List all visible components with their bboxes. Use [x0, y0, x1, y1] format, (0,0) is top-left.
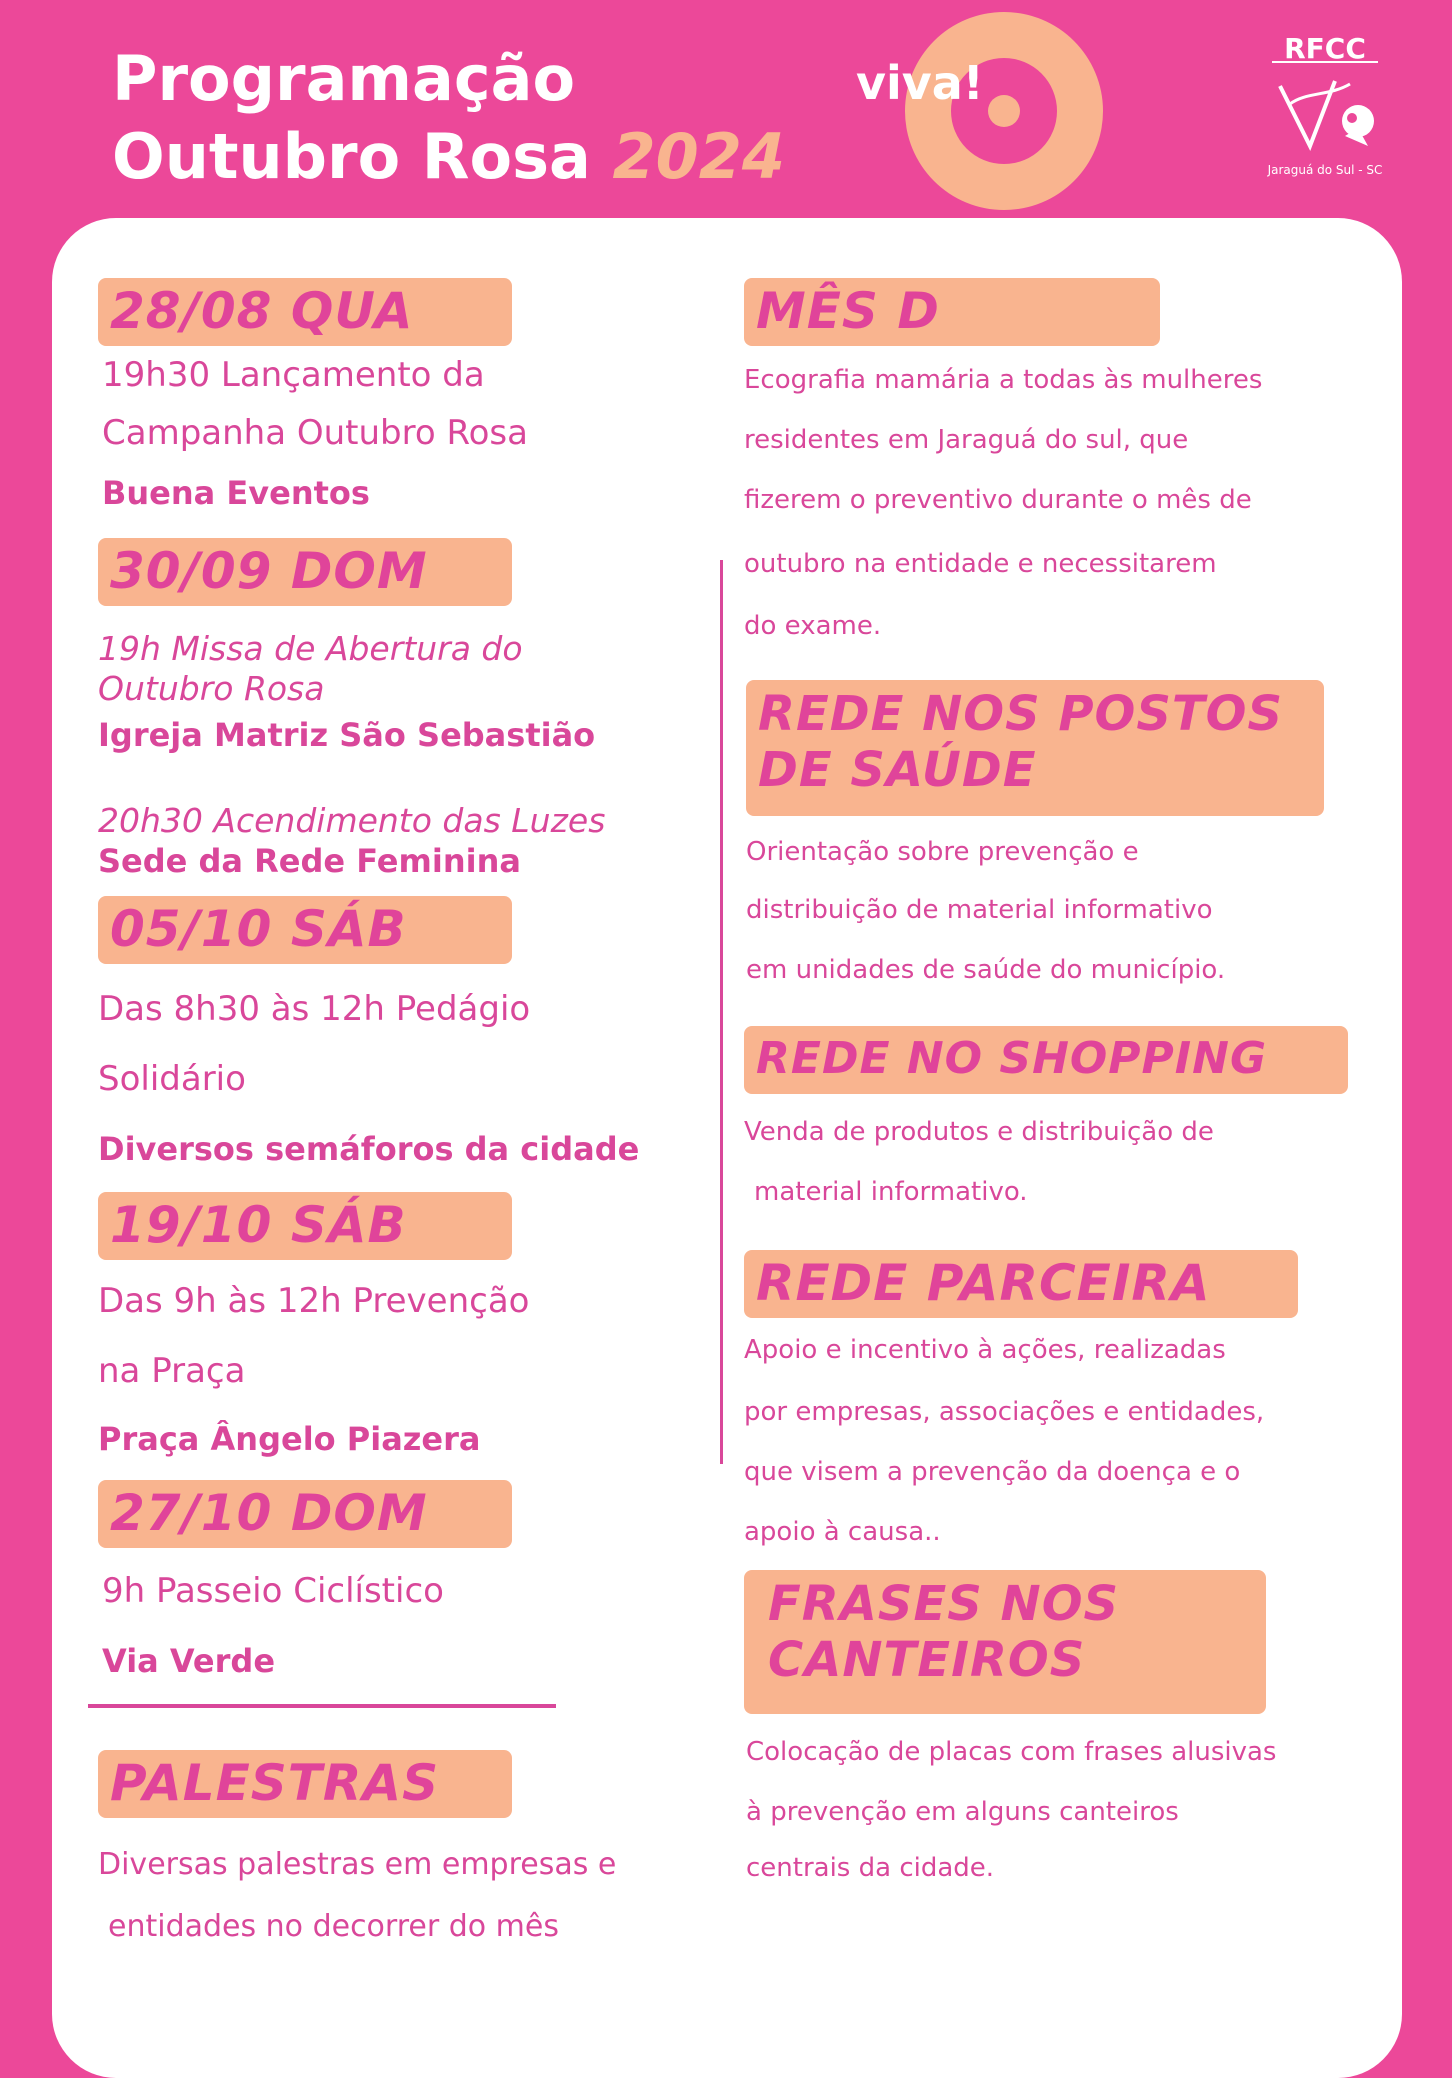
section-heading	[744, 1570, 1266, 1714]
event-description: 19h30 Lançamento da	[102, 355, 485, 395]
event-description: na Praça	[98, 1351, 246, 1391]
section-heading: REDE PARCEIRA	[744, 1250, 1298, 1318]
section-heading-line: REDE NOS POSTOS	[758, 686, 1284, 742]
event-venue: Via Verde	[102, 1642, 276, 1680]
section-text: material informativo.	[754, 1177, 1028, 1207]
event-date-badge: 30/09 DOM	[98, 538, 512, 606]
section-text: Orientação sobre prevenção e	[746, 837, 1139, 867]
section-text: centrais da cidade.	[746, 1853, 995, 1883]
section-text: outubro na entidade e necessitarem	[744, 549, 1217, 579]
event-description: Campanha Outubro Rosa	[102, 413, 528, 453]
rfcc-logo	[1250, 26, 1400, 186]
event-description: Das 8h30 às 12h Pedágio	[98, 989, 531, 1029]
event-venue: Praça Ângelo Piazera	[98, 1420, 481, 1458]
event-description: 9h Passeio Ciclístico	[102, 1571, 444, 1611]
section-divider	[88, 1704, 556, 1708]
title-line-2	[112, 118, 785, 196]
section-text: do exame.	[744, 611, 882, 641]
palestras-text: entidades no decorrer do mês	[108, 1909, 559, 1944]
viva-ring-graphic	[905, 12, 1103, 210]
section-text: residentes em Jaraguá do sul, que	[744, 425, 1189, 455]
section-text: que visem a prevenção da doença e o	[744, 1457, 1241, 1487]
title-campaign: Outubro Rosa	[112, 120, 591, 193]
section-heading: REDE NO SHOPPING	[744, 1026, 1348, 1094]
page-title	[112, 40, 785, 196]
palestras-text: Diversas palestras em empresas e	[98, 1847, 617, 1882]
section-text: Ecografia mamária a todas às mulheres	[744, 365, 1263, 395]
section-text: em unidades de saúde do município.	[746, 955, 1226, 985]
event-extra-venue: Sede da Rede Feminina	[98, 842, 521, 880]
section-text: por empresas, associações e entidades,	[744, 1397, 1265, 1427]
svg-text:RFCC: RFCC	[1284, 32, 1366, 65]
event-description: Das 9h às 12h Prevenção	[98, 1281, 530, 1321]
section-text: distribuição de material informativo	[746, 895, 1213, 925]
event-date-badge: 05/10 SÁB	[98, 896, 512, 964]
section-heading-line: DE SAÚDE	[758, 742, 1037, 798]
section-heading-line: CANTEIROS	[768, 1632, 1086, 1688]
column-divider	[720, 560, 723, 1464]
svg-text:Jaraguá do Sul - SC: Jaraguá do Sul - SC	[1267, 163, 1383, 177]
viva-label: viva!	[856, 56, 984, 110]
title-line-1: Programação	[112, 42, 576, 115]
event-date-badge: 27/10 DOM	[98, 1480, 512, 1548]
section-text: Apoio e incentivo à ações, realizadas	[744, 1335, 1226, 1365]
section-text: Colocação de placas com frases alusivas	[746, 1737, 1277, 1767]
section-heading: MÊS D	[744, 278, 1160, 346]
section-heading-line: FRASES NOS	[768, 1576, 1120, 1632]
event-venue: Buena Eventos	[102, 474, 370, 512]
title-year: 2024	[612, 120, 785, 193]
section-text: Venda de produtos e distribuição de	[744, 1117, 1214, 1147]
section-text: à prevenção em alguns canteiros	[746, 1797, 1179, 1827]
event-date-badge: 28/08 QUA	[98, 278, 512, 346]
event-date-badge: 19/10 SÁB	[98, 1192, 512, 1260]
event-extra-description: 20h30 Acendimento das Luzes	[98, 801, 606, 840]
section-heading	[746, 680, 1324, 816]
event-venue: Igreja Matriz São Sebastião	[98, 716, 596, 754]
section-text: fizerem o preventivo durante o mês de	[744, 485, 1252, 515]
event-description: Solidário	[98, 1059, 246, 1099]
event-venue: Diversos semáforos da cidade	[98, 1130, 640, 1168]
event-description: Outubro Rosa	[98, 669, 325, 708]
event-description: 19h Missa de Abertura do	[98, 629, 523, 668]
palestras-heading: PALESTRAS	[98, 1750, 512, 1818]
section-text: apoio à causa..	[744, 1517, 941, 1547]
